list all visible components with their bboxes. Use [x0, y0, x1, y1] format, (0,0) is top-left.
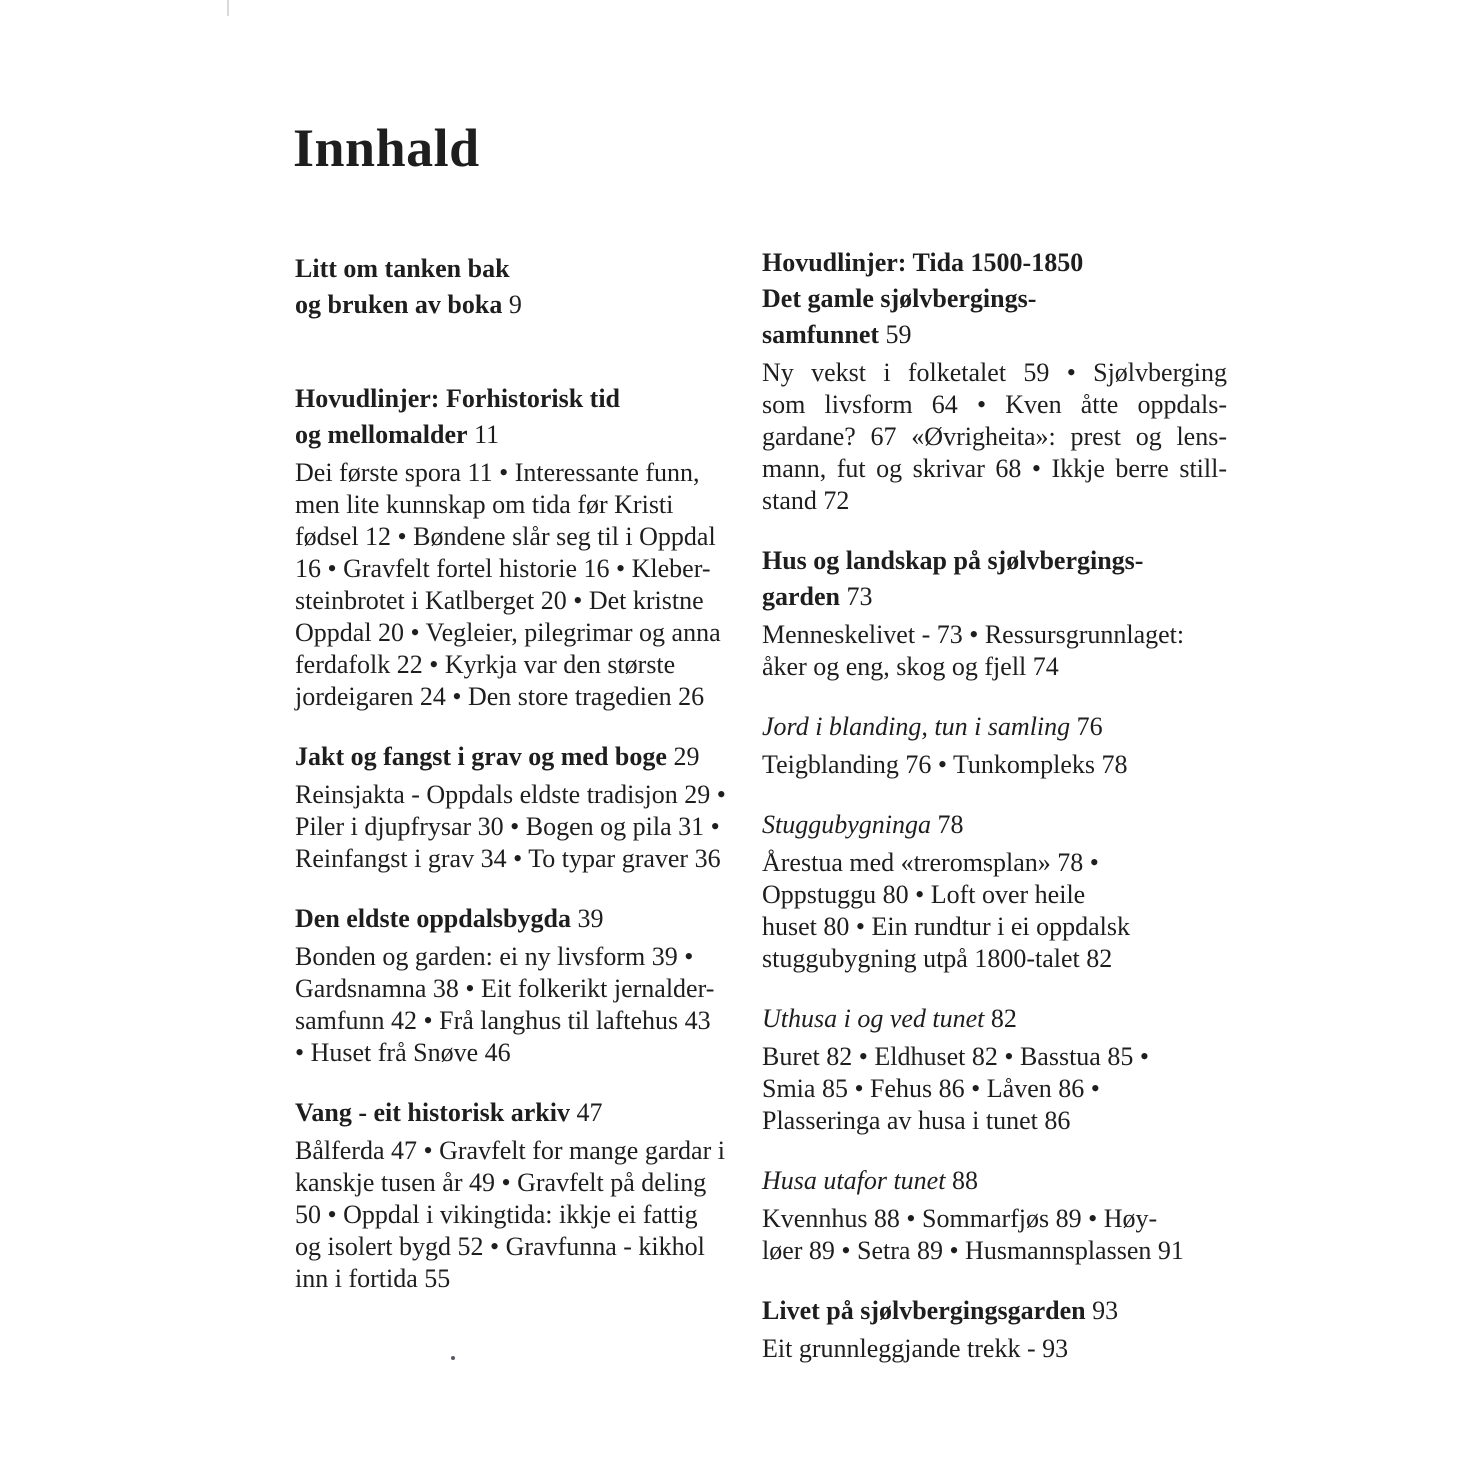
page-number: 93 — [1085, 1296, 1119, 1325]
section-heading — [295, 251, 760, 323]
toc-entry-line: Eit grunnleggjande trekk - 93 — [762, 1334, 1069, 1363]
section-heading — [762, 245, 1227, 353]
section-body — [762, 749, 1227, 781]
section-heading-line: Vang - eit historisk arkiv 47 — [295, 1098, 603, 1127]
section-heading-line: Hus og landskap på sjølvbergings- — [762, 546, 1144, 575]
section-heading-line: Hovudlinjer: Tida 1500-1850 — [762, 248, 1084, 277]
toc-entry-line: inn i fortida 55 — [295, 1264, 451, 1293]
section-heading-line: Stuggubygninga 78 — [762, 810, 964, 839]
toc-section — [295, 381, 760, 713]
section-heading-line: Livet på sjølvbergingsgarden 93 — [762, 1296, 1119, 1325]
section-body — [295, 779, 760, 875]
toc-section — [762, 543, 1227, 683]
toc-entry-line: Plasseringa av husa i tunet 86 — [762, 1106, 1071, 1135]
toc-entry-line: Dei første spora 11 • Interessante funn, — [295, 458, 700, 487]
toc-entry-line: steinbrotet i Katlberget 20 • Det kristne — [295, 586, 704, 615]
page-title: Innhald — [293, 118, 480, 178]
toc-section — [295, 251, 760, 323]
section-heading — [762, 1001, 1227, 1037]
section-heading — [295, 381, 760, 453]
scan-artifact-dot — [451, 1356, 455, 1360]
toc-entry-line: Årestua med «treromsplan» 78 • — [762, 848, 1099, 877]
toc-entry-line: og isolert bygd 52 • Gravfunna - kikhol — [295, 1232, 705, 1261]
toc-entry-line: huset 80 • Ein rundtur i ei oppdalsk — [762, 912, 1130, 941]
toc-entry-line: gardane? 67 «Øvrigheita»: prest og lens- — [762, 422, 1227, 451]
toc-entry-line: kanskje tusen år 49 • Gravfelt på deling — [295, 1168, 707, 1197]
toc-entry-line: Menneskelivet - 73 • Ressursgrunnlaget: — [762, 620, 1185, 649]
toc-section — [762, 1293, 1227, 1365]
toc-entry-line: Reinsjakta - Oppdals eldste tradisjon 29 • — [295, 780, 726, 809]
section-heading-line: Jord i blanding, tun i samling 76 — [762, 712, 1103, 741]
toc-entry-line: Ny vekst i folketalet 59 • Sjølvberging — [762, 358, 1227, 387]
section-heading — [295, 901, 760, 937]
toc-entry-line: 50 • Oppdal i vikingtida: ikkje ei fattig — [295, 1200, 698, 1229]
section-body — [295, 1135, 760, 1295]
section-heading-line: og bruken av boka 9 — [295, 290, 522, 319]
toc-entry-line: Smia 85 • Fehus 86 • Låven 86 • — [762, 1074, 1100, 1103]
toc-entry-line: Reinfangst i grav 34 • To typar graver 36 — [295, 844, 721, 873]
section-body — [295, 941, 760, 1069]
toc-entry-line: Bålferda 47 • Gravfelt for mange gardar i — [295, 1136, 725, 1165]
section-heading-line: Uthusa i og ved tunet 82 — [762, 1004, 1017, 1033]
toc-entry-line: Oppstuggu 80 • Loft over heile — [762, 880, 1086, 909]
toc-section — [762, 709, 1227, 781]
toc-right-column — [762, 245, 1227, 1365]
toc-entry-line: åker og eng, skog og fjell 74 — [762, 652, 1059, 681]
section-heading-line: Hovudlinjer: Forhistorisk tid — [295, 384, 621, 413]
section-body — [762, 1041, 1227, 1137]
toc-entry-line: Buret 82 • Eldhuset 82 • Basstua 85 • — [762, 1042, 1149, 1071]
section-body — [762, 357, 1227, 517]
page-number: 9 — [502, 290, 522, 319]
section-heading — [762, 807, 1227, 843]
section-heading-line: Det gamle sjølvbergings- — [762, 284, 1037, 313]
toc-section — [295, 901, 760, 1069]
toc-entry-line: stand 72 — [762, 486, 850, 515]
toc-entry-line: Piler i djupfrysar 30 • Bogen og pila 31 • — [295, 812, 720, 841]
section-heading — [762, 709, 1227, 745]
section-heading-line: Den eldste oppdalsbygda 39 — [295, 904, 604, 933]
section-body — [295, 457, 760, 713]
section-heading-line: garden 73 — [762, 582, 873, 611]
toc-entry-line: som livsform 64 • Kven åtte oppdals- — [762, 390, 1227, 419]
toc-section — [762, 1163, 1227, 1267]
page-number: 82 — [984, 1004, 1017, 1033]
page-number: 88 — [945, 1166, 978, 1195]
page-number: 76 — [1070, 712, 1103, 741]
toc-entry-line: fødsel 12 • Bøndene slår seg til i Oppdal — [295, 522, 716, 551]
toc-entry-line: ferdafolk 22 • Kyrkja var den største — [295, 650, 676, 679]
toc-section — [295, 1095, 760, 1295]
scan-artifact-line — [227, 0, 229, 16]
section-heading-line: og mellomalder 11 — [295, 420, 500, 449]
section-body — [762, 847, 1227, 975]
page-number: 78 — [931, 810, 964, 839]
section-heading-line: Litt om tanken bak — [295, 254, 510, 283]
page-number: 39 — [570, 904, 604, 933]
page-number: 59 — [879, 320, 912, 349]
toc-left-column — [295, 251, 760, 1295]
section-heading — [762, 1163, 1227, 1199]
page-number: 29 — [666, 742, 700, 771]
section-heading-line: Jakt og fangst i grav og med boge 29 — [295, 742, 700, 771]
toc-entry-line: jordeigaren 24 • Den store tragedien 26 — [295, 682, 705, 711]
toc-entry-line: Bonden og garden: ei ny livsform 39 • — [295, 942, 694, 971]
toc-entry-line: Oppdal 20 • Vegleier, pilegrimar og anna — [295, 618, 721, 647]
section-heading — [295, 739, 760, 775]
toc-entry-line: løer 89 • Setra 89 • Husmannsplassen 91 — [762, 1236, 1184, 1265]
toc-entry-line: Kvennhus 88 • Sommarfjøs 89 • Høy- — [762, 1204, 1158, 1233]
section-body — [762, 619, 1227, 683]
toc-entry-line: • Huset frå Snøve 46 — [295, 1038, 511, 1067]
section-heading — [762, 1293, 1227, 1329]
toc-entry-line: Teigblanding 76 • Tunkompleks 78 — [762, 750, 1128, 779]
section-body — [762, 1203, 1227, 1267]
section-heading — [295, 1095, 760, 1131]
toc-entry-line: men lite kunnskap om tida før Kristi — [295, 490, 674, 519]
toc-entry-line: Gardsnamna 38 • Eit folkerikt jernalder- — [295, 974, 715, 1003]
toc-entry-line: 16 • Gravfelt fortel historie 16 • Kleber- — [295, 554, 711, 583]
toc-section — [762, 1001, 1227, 1137]
page-number: 73 — [840, 582, 873, 611]
section-heading-line: Husa utafor tunet 88 — [762, 1166, 978, 1195]
section-body — [762, 1333, 1227, 1365]
page-number: 47 — [569, 1098, 603, 1127]
toc-section — [762, 807, 1227, 975]
toc-section — [762, 245, 1227, 517]
section-heading — [762, 543, 1227, 615]
section-heading-line: samfunnet 59 — [762, 320, 912, 349]
page-number: 11 — [467, 420, 500, 449]
toc-section — [295, 739, 760, 875]
toc-entry-line: samfunn 42 • Frå langhus til laftehus 43 — [295, 1006, 711, 1035]
toc-entry-line: stuggubygning utpå 1800-talet 82 — [762, 944, 1113, 973]
toc-entry-line: mann, fut og skrivar 68 • Ikkje berre still- — [762, 454, 1227, 483]
